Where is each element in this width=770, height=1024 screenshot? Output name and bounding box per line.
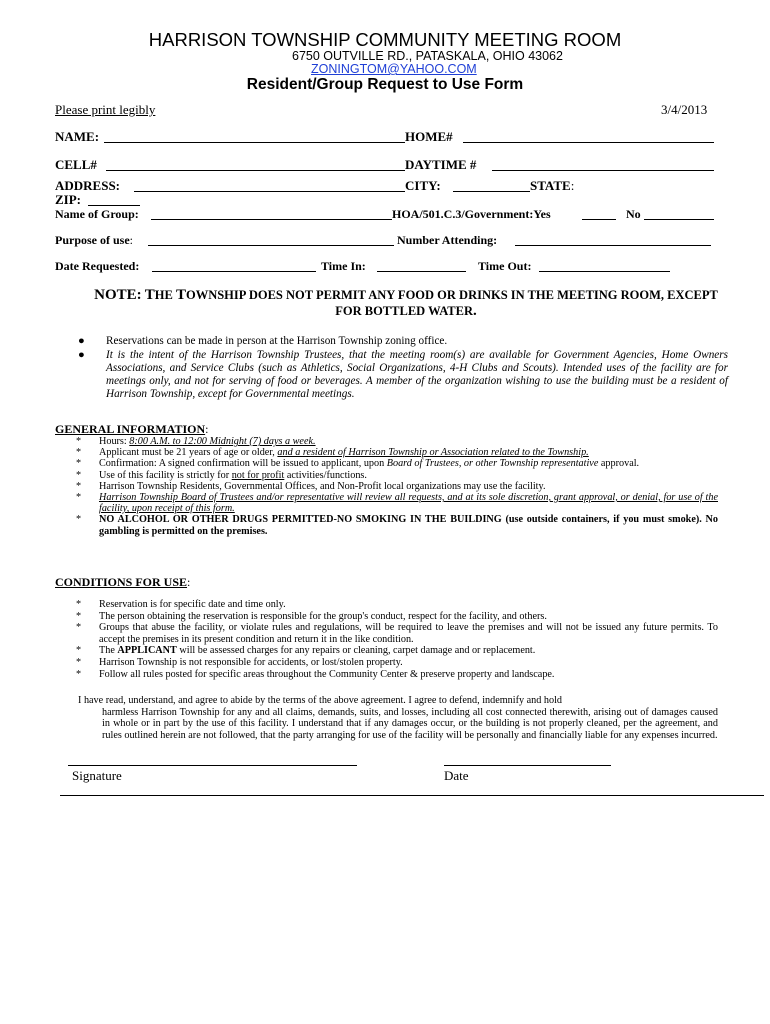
group-name-field[interactable] (151, 219, 392, 220)
print-note: Please print legibly (55, 102, 156, 117)
list-item: * Applicant must be 21 years of age or older, and a resident of Harrison Township or Association related to the Township. (76, 447, 589, 459)
form-date: 3/4/2013 (661, 102, 708, 117)
attending-label: Number Attending: (397, 233, 498, 247)
signature-label: Signature (72, 768, 122, 783)
state-label: STATE: (530, 178, 575, 193)
general-info-heading: GENERAL INFORMATION: (55, 422, 209, 436)
city-label: CITY: (405, 178, 441, 193)
purpose-field[interactable] (148, 245, 394, 246)
list-item: ● It is the intent of the Harrison Township Trustees, that the meeting room(s) are available for Government Agencies, Home Owners Associations, and Service Clubs (such as Athletics, Social Organizations, 4-H Clubs and Scouts). Intended uses of the facility are for meetings only, and not for serving of food or beverages. A member of the organization wishing to use the building must be a resident of Harrison Township, except for Governmental meetings. (78, 349, 728, 400)
home-phone-field[interactable] (463, 142, 714, 143)
list-item: * Groups that abuse the facility, or violate rules and regulations, will be required to leave the premises and will not be issued any future permits. To accept the premises in its present condition and return it in the like condition. (76, 622, 718, 645)
hoa-no-field[interactable] (644, 219, 714, 220)
list-item: * Confirmation: A signed confirmation will be issued to applicant, upon Board of Trustees, or other Township representative approval. (76, 458, 640, 470)
time-in-field[interactable] (377, 271, 466, 272)
list-item: * Hours: 8:00 A.M. to 12:00 Midnight (7) days a week. (76, 436, 316, 447)
attending-field[interactable] (515, 245, 711, 246)
time-in-label: Time In: (321, 259, 366, 273)
address-label: ADDRESS: (55, 178, 121, 193)
list-item: * Use of this facility is strictly for not for profit activities/functions. (76, 469, 367, 481)
list-item: * Harrison Township Board of Trustees and/or representative will review all requests, and at its sole discretion, grant approval, or denial, for use of the facility, upon receipt of this form. (76, 492, 718, 515)
address-field[interactable] (134, 191, 405, 192)
purpose-label: Purpose of use: (55, 233, 134, 247)
list-item: * Harrison Township Residents, Governmental Offices, and Non-Profit local organizations may use the facility. (76, 480, 546, 492)
list-item: * Harrison Township is not responsible for accidents, or lost/stolen property. (76, 656, 403, 668)
group-name-label: Name of Group: (55, 207, 139, 221)
hoa-yes-field[interactable] (582, 219, 616, 220)
time-out-label: Time Out: (478, 259, 532, 273)
time-out-field[interactable] (539, 271, 670, 272)
name-field[interactable] (104, 142, 405, 143)
list-item: * The person obtaining the reservation is responsible for the group's conduct, respect for the facility, and others. (76, 610, 547, 622)
date-label: Date (444, 768, 469, 783)
daytime-phone-field[interactable] (492, 170, 714, 171)
signature-line[interactable] (68, 765, 357, 766)
food-drink-note: NOTE: THE TOWNSHIP DOES NOT PERMIT ANY FOOD OR DRINKS IN THE MEETING ROOM, EXCEPT FOR BOTTLED WATER. (94, 287, 718, 319)
date-requested-field[interactable] (152, 271, 316, 272)
form-title: Resident/Group Request to Use Form (246, 76, 524, 93)
org-address: 6750 OUTVILLE RD., PATASKALA, OHIO 43062 (292, 49, 563, 63)
cell-label: CELL# (55, 157, 97, 172)
org-title: HARRISON TOWNSHIP COMMUNITY MEETING ROOM (148, 29, 622, 50)
general-info-list (76, 436, 718, 537)
list-item: * NO ALCOHOL OR OTHER DRUGS PERMITTED-NO SMOKING IN THE BUILDING (use outside containers, if you must smoke). No gambling is permitted on the premises. (76, 514, 718, 537)
email-link[interactable]: ZONINGTOM@YAHOO.COM (311, 62, 477, 76)
list-item: * Reservation is for specific date and time only. (76, 599, 286, 610)
conditions-list (76, 599, 718, 680)
reservation-bullets (78, 335, 728, 402)
hoa-label: HOA/501.C.3/Government:Yes (392, 207, 551, 221)
list-item: * The APPLICANT will be assessed charges for any repairs or cleaning, carpet damage and or replacement. (76, 645, 536, 657)
conditions-heading: CONDITIONS FOR USE: (55, 575, 191, 589)
cell-field[interactable] (106, 170, 405, 171)
date-line[interactable] (444, 765, 611, 766)
daytime-label: DAYTIME # (405, 157, 477, 172)
list-item: ● Reservations can be made in person at the Harrison Township zoning office. (78, 335, 448, 347)
zip-field[interactable] (88, 205, 140, 206)
name-label: NAME: (55, 129, 100, 144)
home-label: HOME# (405, 129, 453, 144)
hoa-no-label: No (626, 207, 641, 221)
city-field[interactable] (453, 191, 530, 192)
list-item: * Follow all rules posted for specific areas throughout the Community Center & preserve property and landscape. (76, 668, 555, 680)
bottom-divider (60, 795, 764, 796)
zip-label: ZIP: (55, 192, 81, 207)
date-requested-label: Date Requested: (55, 259, 140, 273)
agreement-paragraph: I have read, understand, and agree to abide by the terms of the above agreement. I agree to defend, indemnify and hold harmless Harrison Township for any and all claims, demands, suits, and losses, including all cost connected therewith, arising out of damages caused in whole or in part by the use of this facility. I understand that if any damages occur, or the building is not properly cleaned, per the agreement, and rules outlined herein are not followed, that the party arranging for use of the facility will be personally and financially liable for any expenses incurred. (78, 695, 718, 741)
